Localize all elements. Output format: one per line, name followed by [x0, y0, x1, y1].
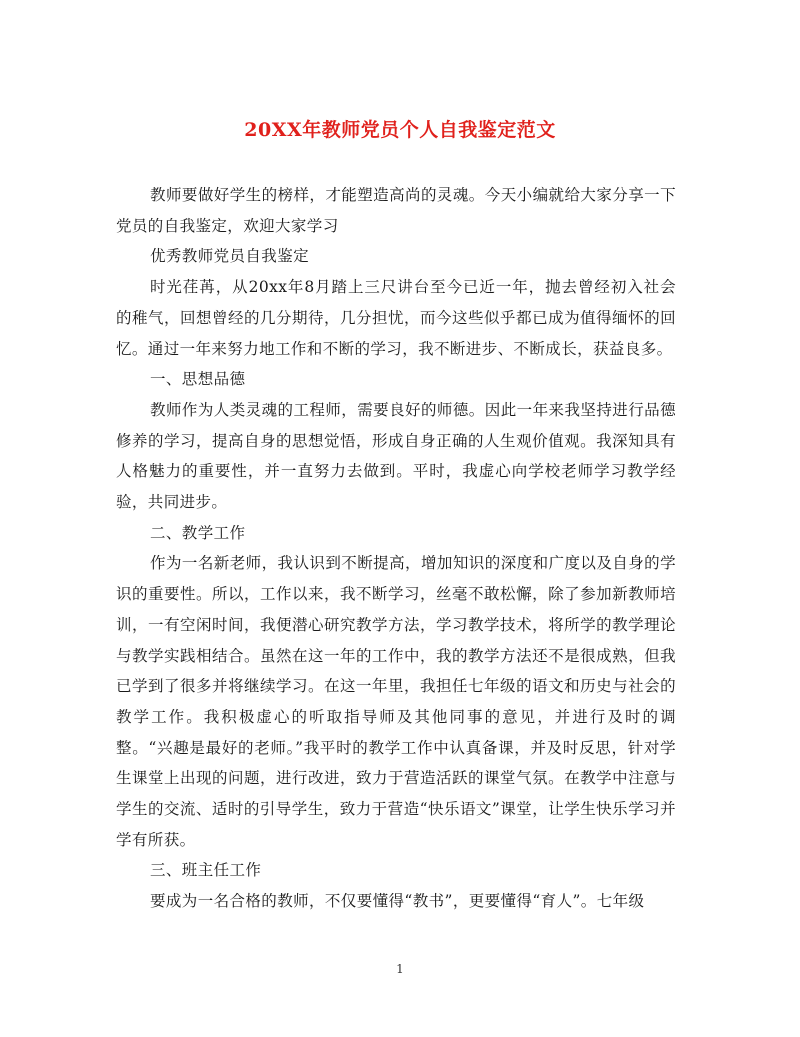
section-heading-ideology: 一、思想品德 [150, 370, 246, 389]
page-number: 1 [396, 962, 404, 976]
ideology-paragraph: 教师作为人类灵魂的工程师，需要良好的师德。因此一年来我坚持进行品德修养的学习，提高自身的思想觉悟，形成自身正确的人生观价值观。我深知具有人格魅力的重要性，并一直努力去做到。平时，我虚心向学校老师学习教学经验，共同进步。 [116, 400, 676, 512]
document-body [116, 180, 676, 917]
intro-paragraph: 教师要做好学生的榜样，才能塑造高尚的灵魂。今天小编就给大家分享一下党员的自我鉴定，欢迎大家学习 [116, 186, 676, 235]
opening-paragraph: 时光荏苒，从20xx年8月踏上三尺讲台至今已近一年，抛去曾经初入社会的稚气，回想曾经的几分期待，几分担忧，而今这些似乎都已成为值得缅怀的回忆。通过一年来努力地工作和不断的学习，我不断进步、不断成长，获益良多。 [116, 278, 676, 358]
section-heading-excellent-teacher: 优秀教师党员自我鉴定 [150, 247, 310, 266]
section-heading-teaching: 二、教学工作 [150, 523, 246, 542]
teaching-paragraph: 作为一名新老师，我认识到不断提高，增加知识的深度和广度以及自身的学识的重要性。所以，工作以来，我不断学习，丝毫不敢松懈，除了参加新教师培训，一有空闲时间，我便潜心研究教学方法，学习教学技术，将所学的教学理论与教学实践相结合。虽然在这一年的工作中，我的教学方法还不是很成熟，但我已学到了很多并将继续学习。在这一年里，我担任七年级的语文和历史与社会的教学工作。我积极虚心的听取指导师及其他同事的意见，并进行及时的调整。“兴趣是最好的老师。”我平时的教学工作中认真备课，并及时反思，针对学生课堂上出现的问题，进行改进，致力于营造活跃的课堂气氛。在教学中注意与学生的交流、适时的引导学生，致力于营造“快乐语文”课堂，让学生快乐学习并学有所获。 [116, 554, 676, 849]
section-heading-class-teacher: 三、班主任工作 [150, 861, 262, 880]
document-title: 20XX年教师党员个人自我鉴定范文 [244, 119, 556, 141]
class-teacher-paragraph: 要成为一名合格的教师，不仅要懂得“教书”，更要懂得“育人”。七年级 [150, 892, 645, 911]
